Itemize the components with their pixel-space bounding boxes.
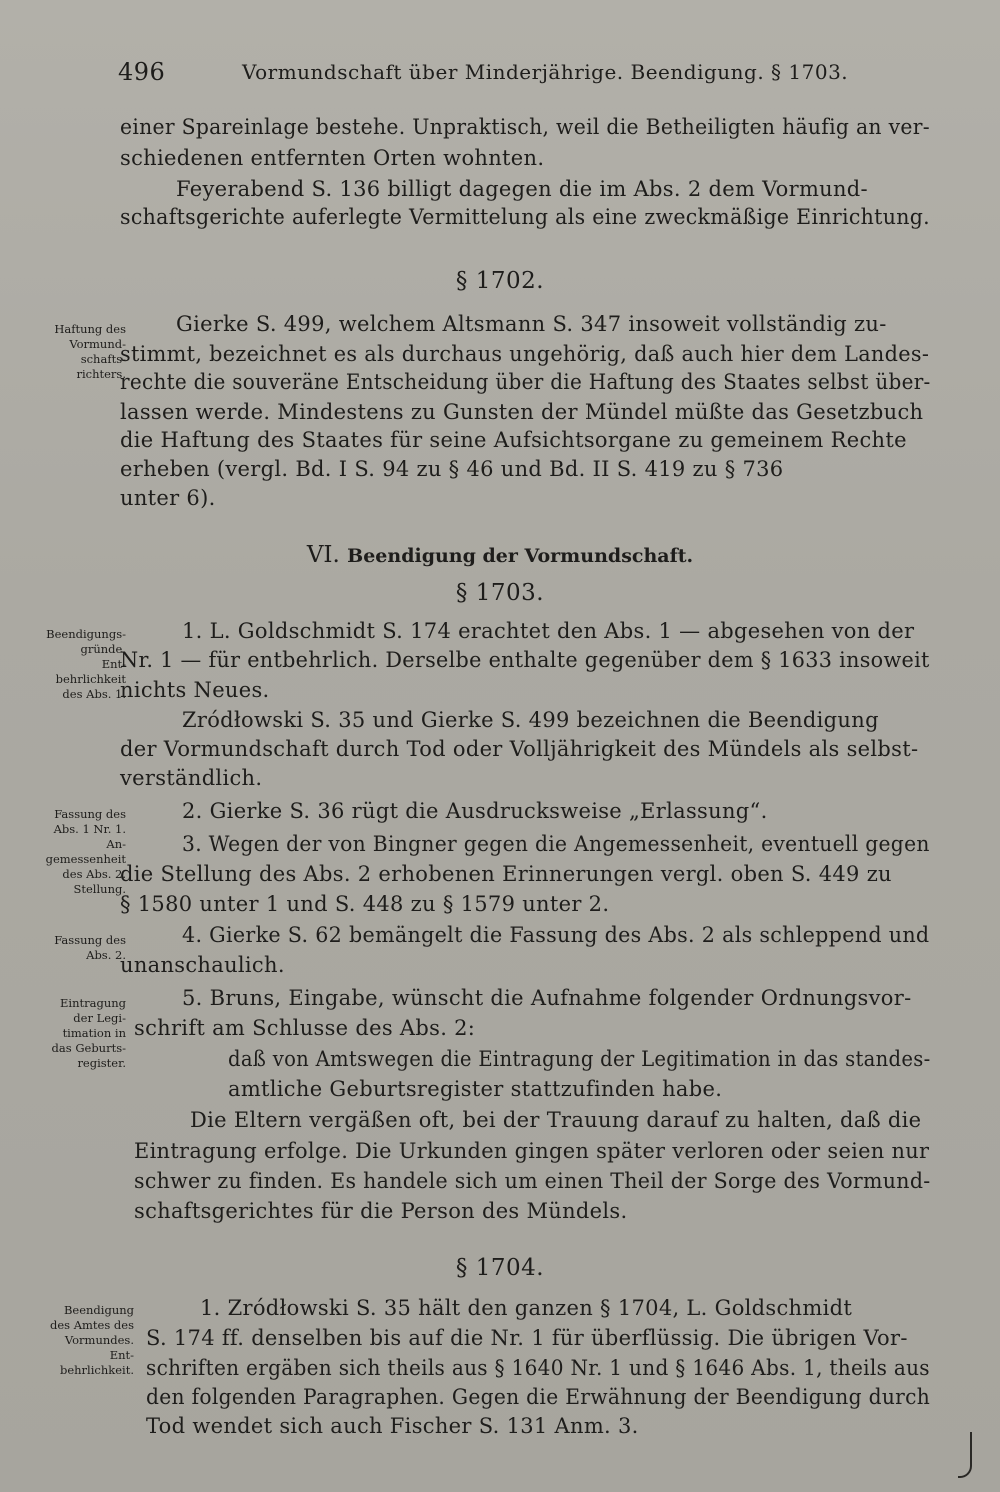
body-line: schiedenen entfernten Orten wohnten.	[120, 146, 545, 170]
body-line: 1. Zródłowski S. 35 hält den ganzen § 1704, L. Goldschmidt	[200, 1296, 853, 1320]
body-line: stimmt, bezeichnet es als durchaus ungehörig, daß auch hier dem Landes-	[120, 342, 930, 366]
section-heading-1703: § 1703.	[455, 580, 545, 606]
body-line: Gierke S. 499, welchem Altsmann S. 347 insoweit vollständig zu-	[176, 312, 887, 336]
body-line: schrift am Schlusse des Abs. 2:	[134, 1016, 476, 1040]
body-line: unanschaulich.	[120, 953, 285, 977]
body-line: unter 6).	[120, 486, 216, 510]
body-line: rechte die souveräne Entscheidung über die Haftung des Staates selbst über-	[120, 370, 931, 394]
page-number: 496	[118, 58, 166, 86]
body-line: Die Eltern vergäßen oft, bei der Trauung darauf zu halten, daß die	[190, 1108, 922, 1132]
body-line: schwer zu finden. Es handele sich um einen Theil der Sorge des Vormund-	[134, 1169, 931, 1193]
margin-note-fassung-abs1: Fassung des Abs. 1 Nr. 1. An- gemessenheit des Abs. 2. Stellung.	[45, 807, 126, 896]
section-heading-1702: § 1702.	[455, 268, 545, 294]
body-line: 3. Wegen der von Bingner gegen die Angemessenheit, eventuell gegen	[182, 832, 930, 856]
page-header	[118, 58, 918, 92]
margin-note-beendigungsgruende: Beendigungs- gründe. Ent- behrlichkeit des Abs. 1.	[46, 627, 126, 701]
margin-note-haftung: Haftung des Vormund- schafts- richters.	[54, 322, 126, 381]
running-title: Vormundschaft über Minderjährige. Beendigung. § 1703.	[242, 60, 849, 84]
body-line: Feyerabend S. 136 billigt dagegen die im Abs. 2 dem Vormund-	[176, 177, 868, 201]
body-line: § 1580 unter 1 und S. 448 zu § 1579 unter 2.	[120, 892, 610, 916]
body-line: den folgenden Paragraphen. Gegen die Erwähnung der Beendigung durch	[146, 1385, 931, 1409]
body-line: 1. L. Goldschmidt S. 174 erachtet den Abs. 1 — abgesehen von der	[182, 619, 915, 643]
body-line: die Stellung des Abs. 2 erhobenen Erinnerungen vergl. oben S. 449 zu	[120, 862, 892, 886]
body-line: erheben (vergl. Bd. I S. 94 zu § 46 und Bd. II S. 419 zu § 736	[120, 457, 784, 481]
body-line: nichts Neues.	[120, 678, 270, 702]
body-line: schaftsgerichtes für die Person des Mündels.	[134, 1199, 628, 1223]
body-line: Tod wendet sich auch Fischer S. 131 Anm. 3.	[146, 1414, 639, 1438]
body-line: die Haftung des Staates für seine Aufsichtsorgane zu gemeinem Rechte	[120, 428, 907, 452]
part-numeral: VI.	[306, 542, 340, 568]
margin-note-beendigung-amtes: Beendigung des Amtes des Vormundes. Ent- behrlichkeit.	[50, 1303, 134, 1377]
body-line: der Vormundschaft durch Tod oder Volljährigkeit des Mündels als selbst-	[120, 737, 919, 761]
section-heading-1704: § 1704.	[455, 1255, 545, 1281]
body-line: Zródłowski S. 35 und Gierke S. 499 bezeichnen die Beendigung	[182, 708, 879, 732]
body-line: 2. Gierke S. 36 rügt die Ausdrucksweise „Erlassung“.	[182, 799, 768, 823]
body-line: schaftsgerichte auferlegte Vermittelung als eine zweckmäßige Einrichtung.	[120, 205, 930, 229]
body-line: verständlich.	[120, 766, 263, 790]
quoted-line: daß von Amtswegen die Eintragung der Legitimation in das standes-	[228, 1047, 931, 1071]
body-line: Nr. 1 — für entbehrlich. Derselbe enthalte gegenüber dem § 1633 insoweit	[120, 648, 930, 672]
quoted-line: amtliche Geburtsregister stattzufinden habe.	[228, 1077, 723, 1101]
part-title: Beendigung der Vormundschaft.	[347, 545, 694, 567]
body-line: schriften ergäben sich theils aus § 1640 Nr. 1 und § 1646 Abs. 1, theils aus	[146, 1356, 930, 1380]
body-line: lassen werde. Mindestens zu Gunsten der Mündel müßte das Gesetzbuch	[120, 400, 924, 424]
body-line: 4. Gierke S. 62 bemängelt die Fassung des Abs. 2 als schleppend und	[182, 923, 930, 947]
body-line: S. 174 ff. denselben bis auf die Nr. 1 für überflüssig. Die übrigen Vor-	[146, 1326, 908, 1350]
margin-note-fassung-abs2: Fassung des Abs. 2.	[54, 933, 126, 962]
pencil-mark	[958, 1432, 972, 1478]
body-line: 5. Bruns, Eingabe, wünscht die Aufnahme folgender Ordnungsvor-	[182, 986, 912, 1010]
body-line: Eintragung erfolge. Die Urkunden gingen später verloren oder seien nur	[134, 1139, 930, 1163]
margin-note-eintragung: Eintragung der Legi- timation in das Geburts- register.	[51, 996, 126, 1070]
body-line: einer Spareinlage bestehe. Unpraktisch, weil die Betheiligten häufig an ver-	[120, 115, 930, 139]
part-heading	[0, 542, 1000, 568]
